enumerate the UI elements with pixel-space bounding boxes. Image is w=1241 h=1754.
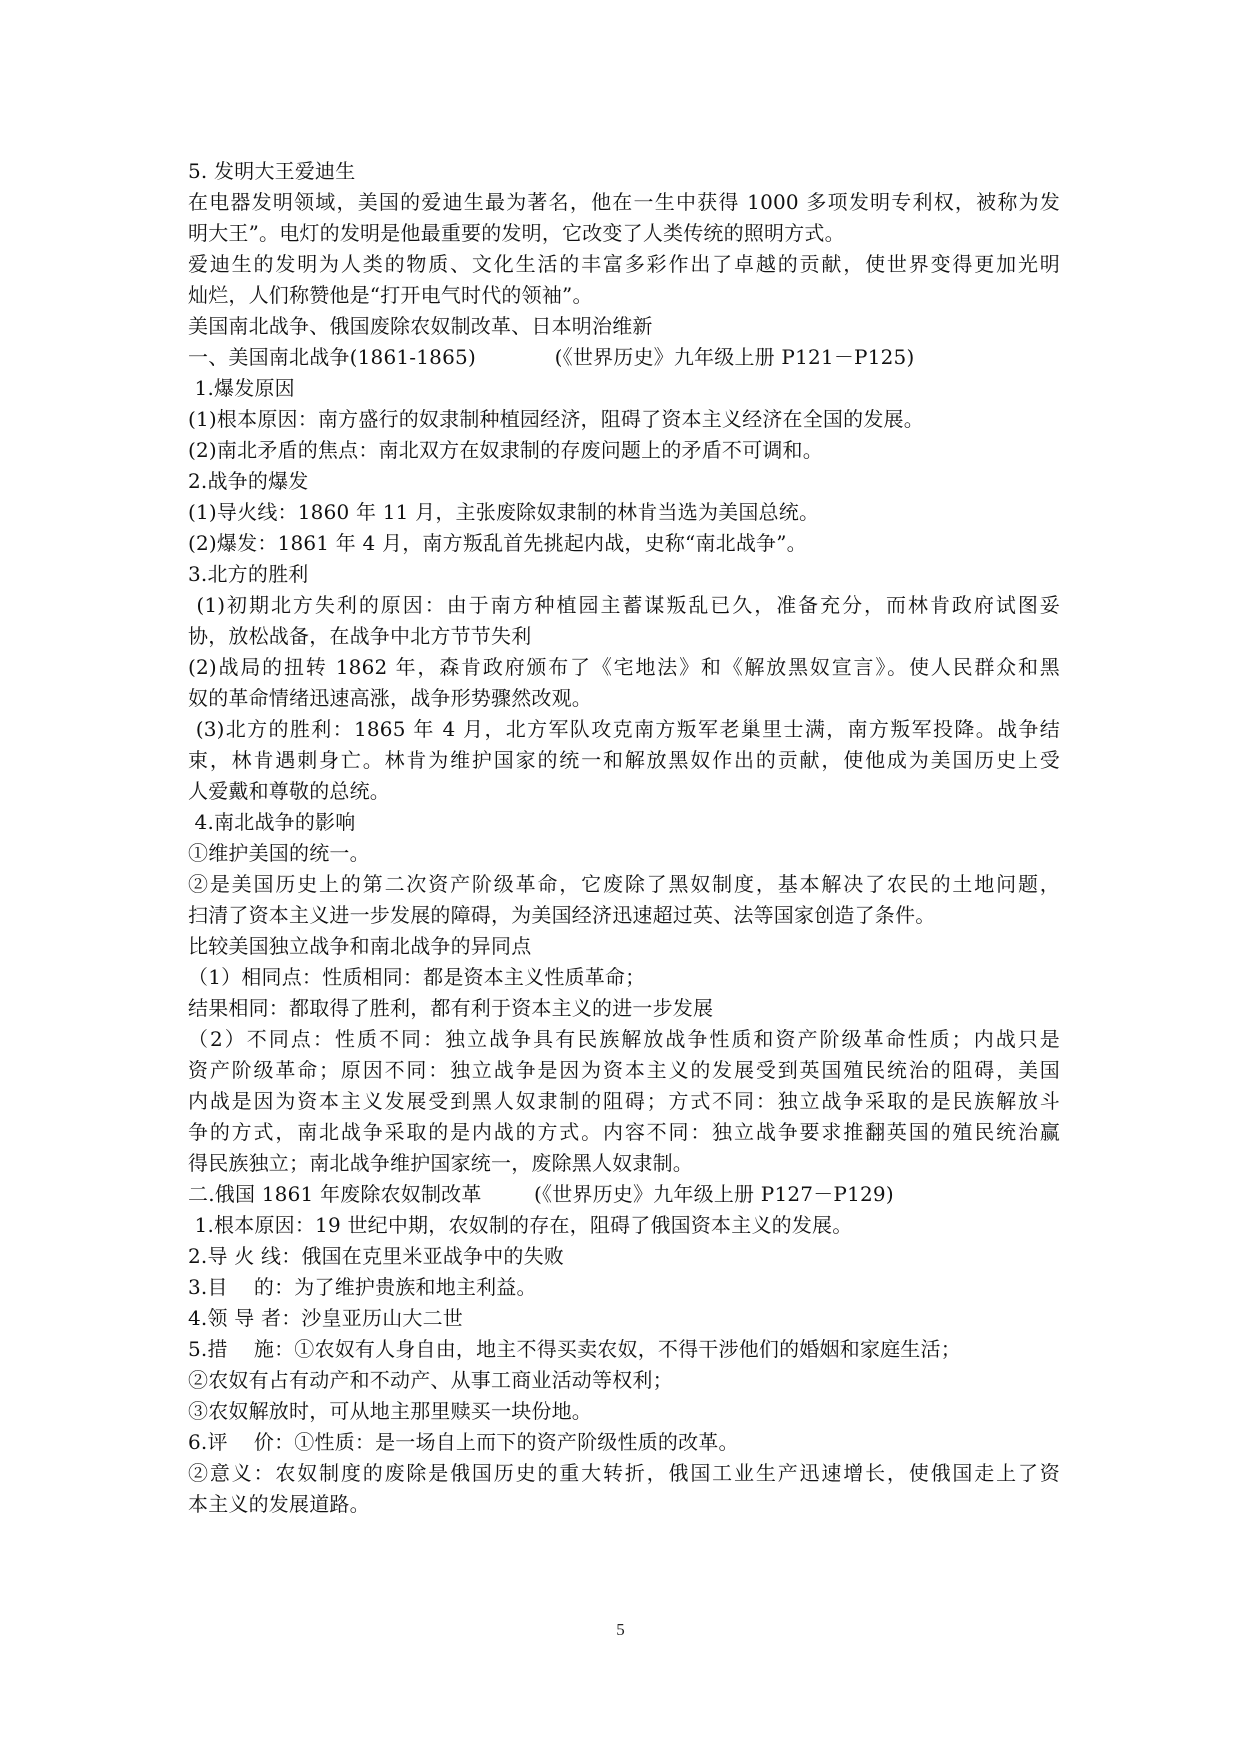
paragraph-line: 得民族独立；南北战争维护国家统一，废除黑人奴隶制。 [188,1151,693,1175]
paragraph-line: 奴的革命情绪迅速高涨，战争形势骤然改观。 [188,686,592,710]
paragraph-line: 协，放松战备，在战争中北方节节失利 [188,624,532,648]
paragraph-line: 束，林肯遇刺身亡。林肯为维护国家的统一和解放黑奴作出的贡献，使他成为美国历史上受 [188,748,1060,772]
paragraph-line: (2)战局的扭转 1862 年，森肯政府颁布了《宅地法》和《解放黑奴宣言》。使人民群众和黑 [188,655,1060,679]
paragraph-line: 1.根本原因：19 世纪中期，农奴制的存在，阻碍了俄国资本主义的发展。 [188,1213,853,1237]
subheading-causes: 1.爆发原因 [188,376,295,400]
heading-edison: 5. 发明大王爱迪生 [188,159,356,183]
paragraph-line: ③农奴解放时，可从地主那里赎买一块份地。 [188,1399,592,1423]
paragraph-line: 扫清了资本主义进一步发展的障碍，为美国经济迅速超过英、法等国家创造了条件。 [188,903,936,927]
paragraph-line: (3)北方的胜利：1865 年 4 月，北方军队攻克南方叛军老巢里士满，南方叛军投降。战争结 [188,717,1060,741]
paragraph-line: 明大王”。电灯的发明是他最重要的发明，它改变了人类传统的照明方式。 [188,221,845,245]
subheading-victory: 3.北方的胜利 [188,562,309,586]
paragraph-line: 3.目 的：为了维护贵族和地主利益。 [188,1275,537,1299]
page-number: 5 [616,1620,625,1639]
paragraph-line: (2)南北矛盾的焦点：南北双方在奴隶制的存废问题上的矛盾不可调和。 [188,438,823,462]
paragraph-line: ②意义：农奴制度的废除是俄国历史的重大转折，俄国工业生产迅速增长，使俄国走上了资 [188,1461,1060,1485]
section-title: 美国南北战争、俄国废除农奴制改革、日本明治维新 [188,314,653,338]
paragraph-line: 在电器发明领域，美国的爱迪生最为著名，他在一生中获得 1000 多项发明专利权，被称为发 [188,190,1060,214]
subheading-comparison: 比较美国独立战争和南北战争的异同点 [188,934,532,958]
paragraph-line: 6.评 价：①性质：是一场自上而下的资产阶级性质的改革。 [188,1430,739,1454]
subheading-outbreak: 2.战争的爆发 [188,469,309,493]
document-body [188,156,1060,1520]
paragraph-line: 内战是因为资本主义发展受到黑人奴隶制的阻碍；方式不同：独立战争采取的是民族解放斗 [188,1089,1060,1113]
heading-civil-war: 一、美国南北战争(1861-1865) (《世界历史》九年级上册 P121－P125) [188,345,915,369]
paragraph-line: （1）相同点：性质相同：都是资本主义性质革命； [188,965,646,989]
paragraph-line: 争的方式，南北战争采取的是内战的方式。内容不同：独立战争要求推翻英国的殖民统治赢 [188,1120,1060,1144]
paragraph-line: ②农奴有占有动产和不动产、从事工商业活动等权利； [188,1368,673,1392]
paragraph-line: （2）不同点：性质不同：独立战争具有民族解放战争性质和资产阶级革命性质；内战只是 [188,1027,1060,1051]
paragraph-line: 灿烂，人们称赞他是“打开电气时代的领袖”。 [188,283,593,307]
paragraph-line: (1)根本原因：南方盛行的奴隶制种植园经济，阻碍了资本主义经济在全国的发展。 [188,407,924,431]
paragraph-line: 资产阶级革命；原因不同：独立战争是因为资本主义的发展受到英国殖民统治的阻碍，美国 [188,1058,1060,1082]
paragraph-line: 人爱戴和尊敬的总统。 [188,779,390,803]
paragraph-line: (2)爆发：1861 年 4 月，南方叛乱首先挑起内战，史称“南北战争”。 [188,531,807,555]
paragraph-line: 爱迪生的发明为人类的物质、文化生活的丰富多彩作出了卓越的贡献，使世界变得更加光明 [188,252,1060,276]
paragraph-line: 2.导 火 线：俄国在克里米亚战争中的失败 [188,1244,564,1268]
paragraph-line: 4.领 导 者：沙皇亚历山大二世 [188,1306,463,1330]
paragraph-line: 5.措 施：①农奴有人身自由，地主不得买卖农奴，不得干涉他们的婚姻和家庭生活； [188,1337,961,1361]
paragraph-line: (1)导火线：1860 年 11 月，主张废除奴隶制的林肯当选为美国总统。 [188,500,820,524]
paragraph-line: 结果相同：都取得了胜利，都有利于资本主义的进一步发展 [188,996,714,1020]
subheading-impact: 4.南北战争的影响 [188,810,356,834]
paragraph-line: ①维护美国的统一。 [188,841,370,865]
paragraph-line: ②是美国历史上的第二次资产阶级革命，它废除了黑奴制度，基本解决了农民的土地问题， [188,872,1060,896]
heading-russia-reform: 二.俄国 1861 年废除农奴制改革 (《世界历史》九年级上册 P127－P129) [188,1182,894,1206]
paragraph-line: (1)初期北方失利的原因：由于南方种植园主蓄谋叛乱已久，准备充分，而林肯政府试图妥 [188,593,1060,617]
paragraph-line: 本主义的发展道路。 [188,1492,370,1516]
